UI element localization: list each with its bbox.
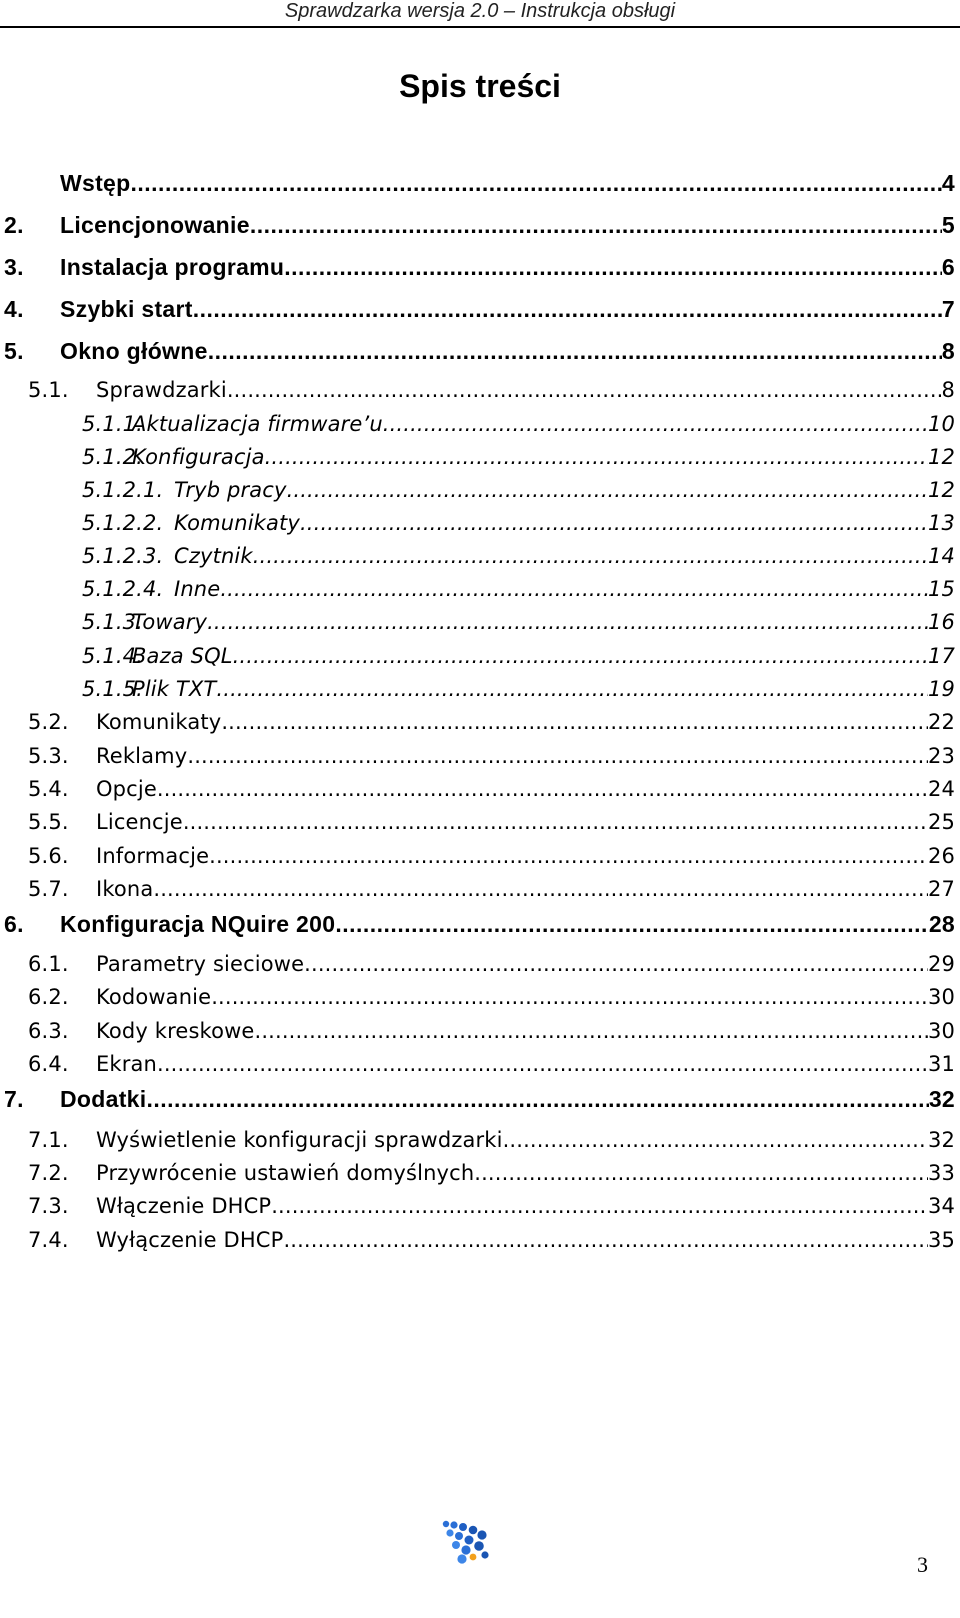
toc-dot-leader <box>287 478 928 502</box>
toc-entry-label: Okno główne <box>60 338 208 364</box>
toc-entry-number: 5.1.3. <box>82 610 144 634</box>
toc-entry-page: 26 <box>927 844 955 868</box>
toc-entry-number: 5.1.2.3. <box>82 544 164 568</box>
toc-entry-number: 5.1. <box>28 378 69 402</box>
toc-entry-page: 5 <box>941 212 955 238</box>
toc-entry-label: Instalacja programu <box>60 254 285 280</box>
toc-entry-number: 5.6. <box>28 844 69 868</box>
toc-entry-page: 10 <box>927 412 955 436</box>
toc-entry-label: Komunikaty <box>174 511 300 535</box>
toc-entry-number: 7.2. <box>28 1161 69 1185</box>
toc-dot-leader <box>227 378 942 402</box>
toc-dot-leader <box>208 338 942 365</box>
toc-dot-leader <box>253 544 928 568</box>
page-title: Spis treści <box>399 68 561 104</box>
toc-entry-number: 5.2. <box>28 710 69 734</box>
toc-entry-label: Reklamy <box>96 744 188 768</box>
toc-entry-label: Towary <box>132 610 208 634</box>
toc-entry-label: Tryb pracy <box>174 478 287 502</box>
toc-entry-label: Ikona <box>96 877 154 901</box>
toc-entry-number: 5.1.2.2. <box>82 511 164 535</box>
toc-entry-label: Przywrócenie ustawień domyślnych <box>96 1161 475 1185</box>
toc-entry-number: 5.1.1. <box>82 412 144 436</box>
toc-entry[interactable] <box>0 777 955 807</box>
toc-entry-page: 33 <box>927 1161 955 1185</box>
toc-entry[interactable] <box>0 844 955 874</box>
toc-entry[interactable] <box>0 610 955 640</box>
toc-entry[interactable] <box>0 985 955 1015</box>
toc-entry-label: Wyłączenie DHCP <box>96 1228 284 1252</box>
toc-entry[interactable] <box>0 911 955 941</box>
toc-entry-number: 6.4. <box>28 1052 69 1076</box>
toc-entry-number: 5.3. <box>28 744 69 768</box>
toc-entry-page: 31 <box>927 1052 955 1076</box>
toc-entry-page: 28 <box>928 911 955 937</box>
toc-entry-label: Komunikaty <box>96 710 222 734</box>
toc-entry[interactable] <box>0 1228 955 1258</box>
toc-entry-label: Kody kreskowe <box>96 1019 255 1043</box>
toc-entry-label: Aktualizacja firmware’u <box>132 412 383 436</box>
toc-entry-label: Parametry sieciowe <box>96 952 305 976</box>
toc-entry-number: 5.5. <box>28 810 69 834</box>
toc-entry-label: Kodowanie <box>96 985 212 1009</box>
toc-entry[interactable] <box>0 952 955 982</box>
toc-entry-label: Konfiguracja <box>132 445 265 469</box>
toc-entry[interactable] <box>0 511 955 541</box>
toc-entry-page: 32 <box>927 1128 955 1152</box>
toc-dot-leader <box>304 952 928 976</box>
toc-entry-page: 12 <box>927 445 955 469</box>
toc-entry-page: 8 <box>941 338 955 364</box>
toc-entry-label: Wstęp <box>60 170 131 196</box>
toc-dot-leader <box>271 1194 928 1218</box>
toc-dot-leader <box>233 644 928 668</box>
toc-entry-label: Wyświetlenie konfiguracji sprawdzarki <box>96 1128 503 1152</box>
toc-entry-label: Ekran <box>96 1052 157 1076</box>
toc-entry[interactable] <box>0 478 955 508</box>
toc-dot-leader <box>187 744 928 768</box>
toc-entry-page: 22 <box>927 710 955 734</box>
toc-entry-number: 5.1.4. <box>82 644 144 668</box>
toc-entry-number: 5.4. <box>28 777 69 801</box>
toc-entry-page: 19 <box>927 677 955 701</box>
toc-entry[interactable] <box>0 445 955 475</box>
toc-entry[interactable] <box>0 1052 955 1082</box>
toc-entry-page: 14 <box>927 544 955 568</box>
toc-entry[interactable] <box>0 877 955 907</box>
toc-entry-number: 6.3. <box>28 1019 69 1043</box>
toc-entry-label: Inne <box>174 577 221 601</box>
toc-entry[interactable] <box>0 212 955 242</box>
toc-entry-page: 15 <box>927 577 955 601</box>
toc-entry[interactable] <box>0 744 955 774</box>
toc-dot-leader <box>211 985 928 1009</box>
toc-dot-leader <box>383 412 928 436</box>
toc-dot-leader <box>265 445 928 469</box>
toc-dot-leader <box>193 296 942 323</box>
toc-entry[interactable] <box>0 1161 955 1191</box>
toc-dot-leader <box>250 212 942 239</box>
toc-entry[interactable] <box>0 254 955 284</box>
toc-entry-number: 3. <box>4 254 24 280</box>
toc-dot-leader <box>207 610 928 634</box>
toc-dot-leader <box>209 844 928 868</box>
toc-dot-leader <box>131 170 942 197</box>
toc-entry-number: 6. <box>4 911 24 937</box>
toc-entry-label: Włączenie DHCP <box>96 1194 272 1218</box>
toc-entry[interactable] <box>0 412 955 442</box>
toc-entry[interactable] <box>0 378 955 408</box>
toc-entry-page: 23 <box>927 744 955 768</box>
toc-entry-page: 25 <box>927 810 955 834</box>
toc-entry[interactable] <box>0 810 955 840</box>
toc-entry-number: 4. <box>4 296 24 322</box>
toc-entry-page: 7 <box>941 296 955 322</box>
toc-entry-number: 5.1.2.4. <box>82 577 164 601</box>
toc-entry-number: 7.3. <box>28 1194 69 1218</box>
toc-entry[interactable] <box>0 1128 955 1158</box>
toc-entry-number: 5.1.2.1. <box>82 478 164 502</box>
toc-entry-page: 16 <box>927 610 955 634</box>
toc-dot-leader <box>255 1019 928 1043</box>
toc-entry[interactable] <box>0 577 955 607</box>
toc-dot-leader <box>153 877 928 901</box>
toc-entry-page: 8 <box>941 378 955 402</box>
toc-dot-leader <box>474 1161 928 1185</box>
toc-entry-label: Konfiguracja NQuire 200 <box>60 911 336 937</box>
toc-dot-leader <box>146 1086 928 1113</box>
toc-dot-leader <box>220 577 928 601</box>
toc-entry-page: 17 <box>927 644 955 668</box>
toc-dot-leader <box>183 810 928 834</box>
toc-entry-label: Plik TXT <box>132 677 217 701</box>
toc-entry-label: Informacje <box>96 844 210 868</box>
toc-entry[interactable] <box>0 296 955 326</box>
page-number: 3 <box>917 1552 928 1577</box>
toc-entry-label: Licencje <box>96 810 183 834</box>
toc-entry-number: 5.1.2. <box>82 445 144 469</box>
toc-entry-page: 4 <box>941 170 955 196</box>
toc-entry-page: 30 <box>927 985 955 1009</box>
toc-entry-page: 24 <box>927 777 955 801</box>
toc-entry-number: 7.4. <box>28 1228 69 1252</box>
toc-entry-label: Licencjonowanie <box>60 212 250 238</box>
toc-entry-label: Sprawdzarki <box>96 378 227 402</box>
toc-entry[interactable] <box>0 544 955 574</box>
toc-dot-leader <box>284 254 942 281</box>
company-logo-icon <box>440 1520 492 1566</box>
toc-entry[interactable] <box>0 1019 955 1049</box>
toc-entry-number: 5.7. <box>28 877 69 901</box>
toc-dot-leader <box>503 1128 928 1152</box>
toc-entry[interactable] <box>0 338 955 368</box>
toc-entry-label: Czytnik <box>174 544 253 568</box>
toc-entry-page: 13 <box>927 511 955 535</box>
toc-entry[interactable] <box>0 1086 955 1116</box>
toc-entry-number: 6.2. <box>28 985 69 1009</box>
toc-entry-number: 5.1.5. <box>82 677 144 701</box>
toc-entry[interactable] <box>0 644 955 674</box>
running-header <box>0 0 960 28</box>
toc-entry-label: Szybki start <box>60 296 193 322</box>
toc-entry-page: 6 <box>941 254 955 280</box>
toc-dot-leader <box>157 1052 928 1076</box>
toc-entry-page: 34 <box>927 1194 955 1218</box>
toc-entry-number: 5. <box>4 338 24 364</box>
toc-entry[interactable] <box>0 170 955 200</box>
toc-entry-page: 27 <box>927 877 955 901</box>
toc-entry-page: 30 <box>927 1019 955 1043</box>
toc-dot-leader <box>221 710 928 734</box>
toc-entry-number: 2. <box>4 212 24 238</box>
toc-dot-leader <box>157 777 928 801</box>
toc-entry[interactable] <box>0 710 955 740</box>
toc-entry-label: Dodatki <box>60 1086 147 1112</box>
toc-entry-number: 6.1. <box>28 952 69 976</box>
toc-dot-leader <box>300 511 928 535</box>
toc-entry-number: 7.1. <box>28 1128 69 1152</box>
toc-entry[interactable] <box>0 1194 955 1224</box>
running-header-text: Sprawdzarka wersja 2.0 – Instrukcja obsługi <box>284 0 676 22</box>
toc-dot-leader <box>335 911 929 938</box>
toc-entry-page: 12 <box>927 478 955 502</box>
toc-entry-page: 29 <box>927 952 955 976</box>
toc-entry-page: 32 <box>928 1086 955 1112</box>
toc-entry-page: 35 <box>927 1228 955 1252</box>
toc-entry-label: Opcje <box>96 777 157 801</box>
toc-dot-leader <box>283 1228 928 1252</box>
toc-entry-label: Baza SQL <box>132 644 233 668</box>
toc-entry[interactable] <box>0 677 955 707</box>
toc-entry-number: 7. <box>4 1086 24 1112</box>
toc-dot-leader <box>216 677 928 701</box>
